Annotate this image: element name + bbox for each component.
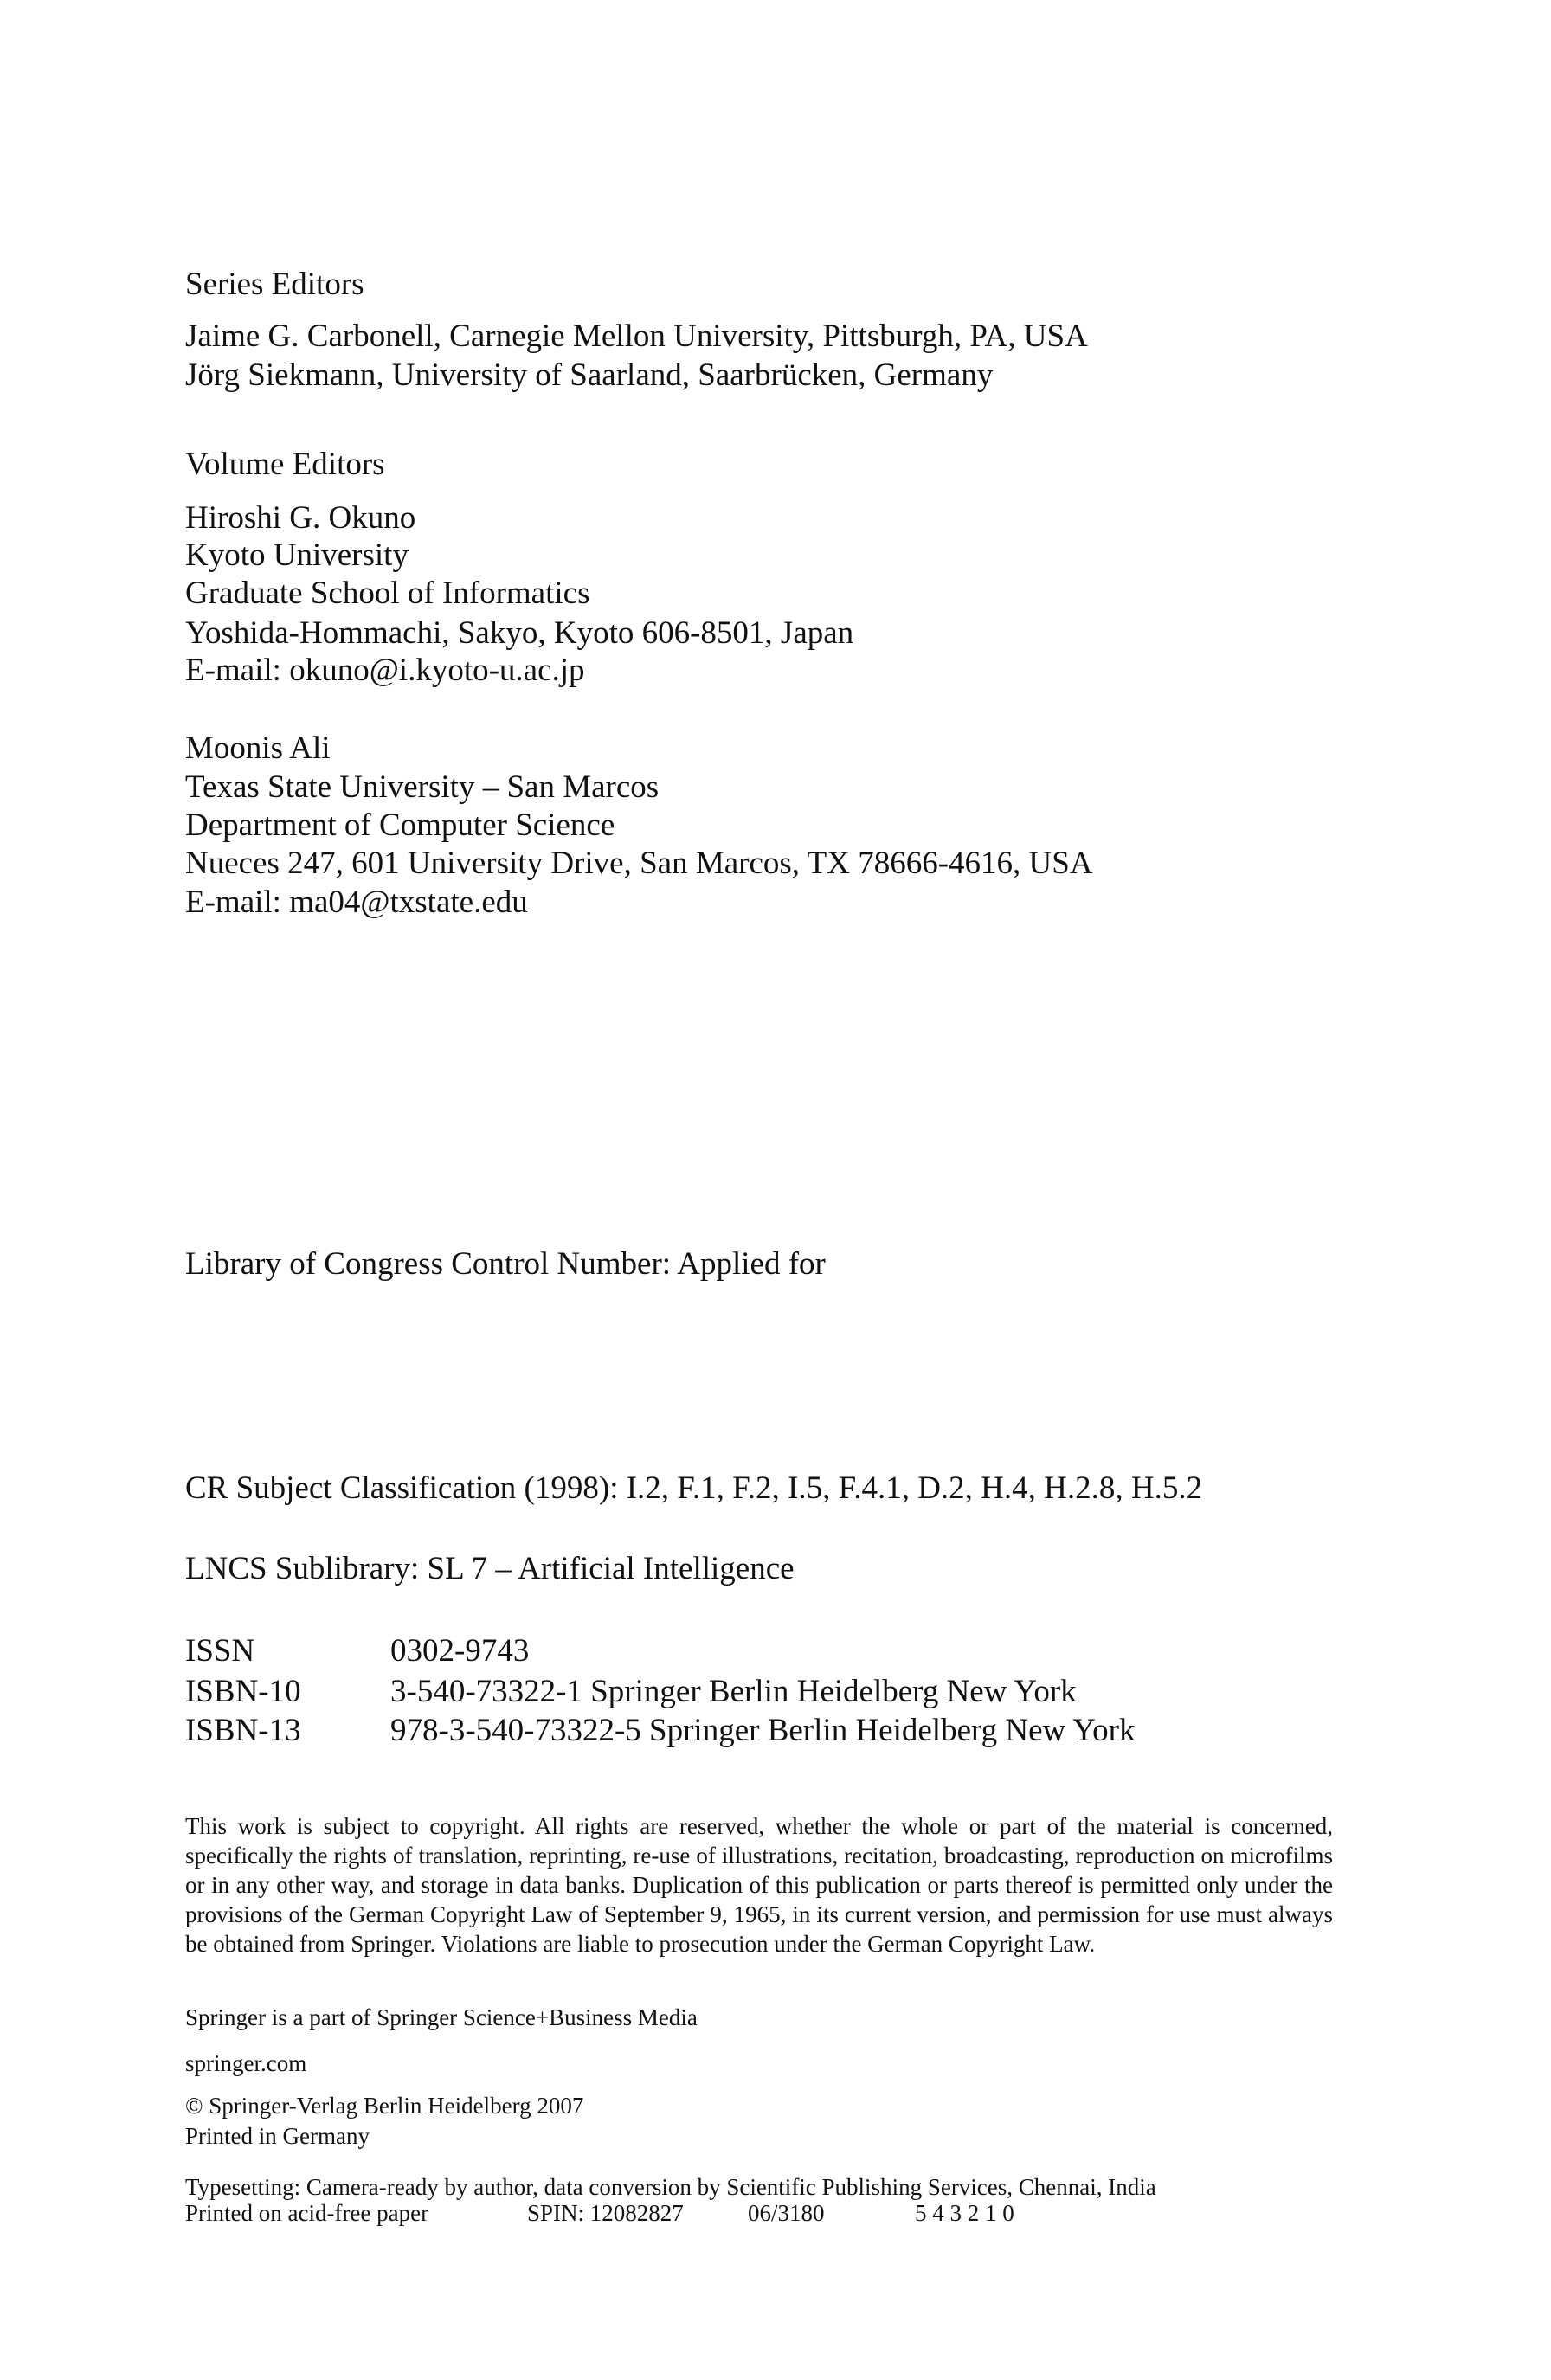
sublibrary: LNCS Sublibrary: SL 7 – Artificial Intelligence	[185, 1551, 795, 1586]
series-editor-line: Jaime G. Carbonell, Carnegie Mellon University, Pittsburgh, PA, USA	[185, 318, 1088, 354]
editor1-email: E-mail: okuno@i.kyoto-u.ac.jp	[185, 653, 585, 688]
springer-part: Springer is a part of Springer Science+Business Media	[185, 2004, 698, 2030]
editor2-address: Nueces 247, 601 University Drive, San Marcos, TX 78666-4616, USA	[185, 846, 1093, 881]
editor2-affiliation: Texas State University – San Marcos	[185, 769, 660, 805]
editor1-department: Graduate School of Informatics	[185, 576, 590, 611]
paper-info: Printed on acid-free paper	[185, 2200, 429, 2226]
series-editor-line: Jörg Siekmann, University of Saarland, Saarbrücken, Germany	[185, 357, 994, 393]
website: springer.com	[185, 2050, 307, 2076]
isbn10-row	[185, 1673, 1077, 1711]
spin: SPIN: 12082827	[527, 2200, 684, 2226]
printing-number: 5 4 3 2 1 0	[915, 2200, 1014, 2226]
lccn: Library of Congress Control Number: Applied for	[185, 1246, 826, 1282]
issn-row	[185, 1632, 530, 1670]
editor1-affiliation: Kyoto University	[185, 537, 409, 573]
volume-editors-heading: Volume Editors	[185, 447, 385, 482]
isbn13-value: 978-3-540-73322-5 Springer Berlin Heidelberg New York	[390, 1713, 1136, 1748]
isbn13-row	[185, 1712, 1136, 1750]
printed-in: Printed in Germany	[185, 2123, 370, 2149]
cr-classification: CR Subject Classification (1998): I.2, F.1, F.2, I.5, F.4.1, D.2, H.4, H.2.8, H.5.2	[185, 1470, 1203, 1506]
issn-label: ISSN	[185, 1633, 255, 1669]
editor2-email: E-mail: ma04@txstate.edu	[185, 884, 528, 920]
editor2-department: Department of Computer Science	[185, 807, 615, 843]
copyright-notice: This work is subject to copyright. All rights are reserved, whether the whole or part of the material is concerned, specifically the rights of translation, reprinting, re-use of illustrations, recitation, broadcasting, reproduction on microfilms or in any other way, and storage in data banks. Duplication of this publication or parts thereof is permitted only under the provisions of the German Copyright Law of September 9, 1965, in its current version, and permission for use must always be obtained from Springer. Violations are liable to prosecution under the German Copyright Law.	[185, 1813, 1333, 1957]
issn-value: 0302-9743	[390, 1633, 530, 1669]
editor1-name: Hiroshi G. Okuno	[185, 500, 416, 536]
series-editors-heading: Series Editors	[185, 267, 364, 302]
isbn10-value: 3-540-73322-1 Springer Berlin Heidelberg New York	[390, 1674, 1077, 1709]
copyright-line: © Springer-Verlag Berlin Heidelberg 2007	[185, 2093, 584, 2119]
isbn10-label: ISBN-10	[185, 1674, 301, 1709]
editor1-address: Yoshida-Hommachi, Sakyo, Kyoto 606-8501, Japan	[185, 615, 854, 651]
typesetting: Typesetting: Camera-ready by author, data conversion by Scientific Publishing Services, Chennai, India	[185, 2174, 1156, 2200]
print-info-row	[185, 2198, 1333, 2228]
editor2-name: Moonis Ali	[185, 730, 331, 766]
print-code: 06/3180	[748, 2200, 825, 2226]
isbn13-label: ISBN-13	[185, 1713, 301, 1748]
